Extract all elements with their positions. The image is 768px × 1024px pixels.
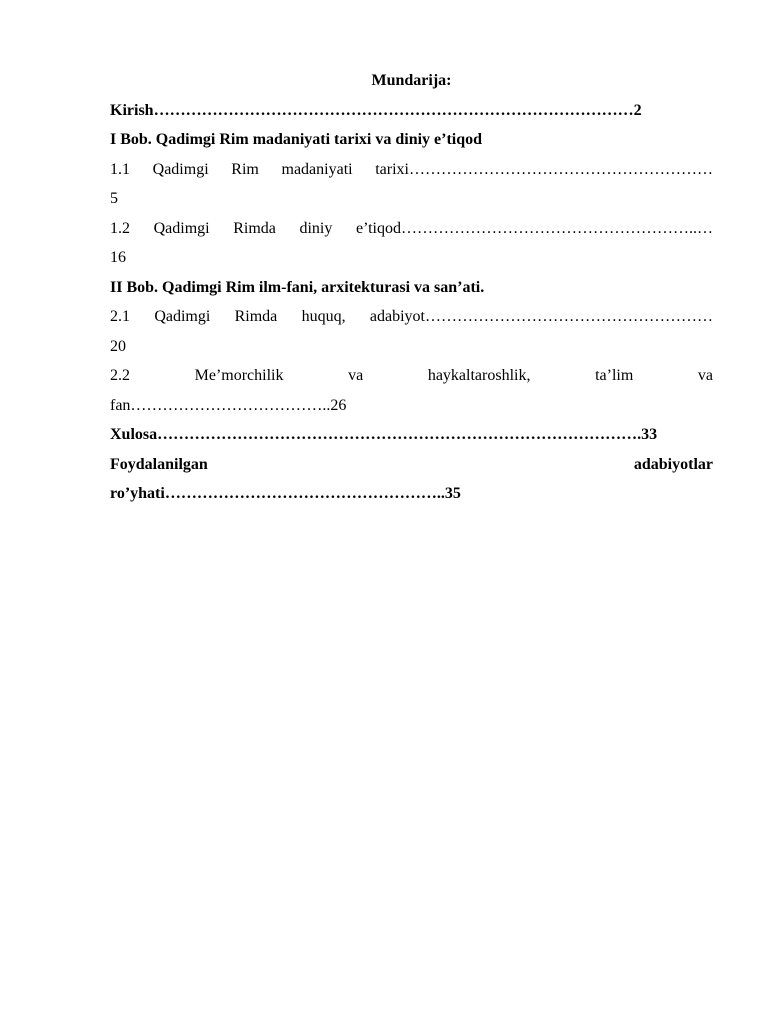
toc-entry-2-2-word: 2.2 [110, 367, 130, 384]
toc-entry-1-1: 1.1 Qadimgi Rim madaniyati tarixi………………………………………………… [110, 160, 713, 178]
toc-entry-references-word: adabiyotlar [633, 455, 713, 473]
toc-entry-2-2 [110, 361, 713, 391]
table-of-contents [110, 66, 713, 509]
toc-entry-1-2: 1.2 Qadimgi Rimda diniy e’tiqod………………………………………………..… [110, 219, 713, 237]
toc-entry-2-1-page: 20 [110, 337, 126, 355]
toc-entry-2-1: 2.1 Qadimgi Rimda huquq, adabiyot……………………………………………… [110, 308, 713, 325]
toc-entry-2-2-word: Me’morchilik [194, 367, 284, 384]
toc-entry-references [110, 450, 713, 480]
toc-chapter-1-heading: I Bob. Qadimgi Rim madaniyati tarixi va diniy e’tiqod [110, 131, 483, 148]
toc-entry-conclusion: Xulosa……………………………………………………………………………….33 [110, 426, 658, 443]
toc-entry-2-2-page: fan………………………………..26 [110, 396, 347, 414]
toc-entry-2-2-word: ta’lim [595, 367, 634, 384]
toc-entry-1-1-page: 5 [110, 190, 118, 207]
toc-entry-references-word: Foydalanilgan [110, 455, 208, 473]
toc-entry-2-2-word: va [348, 367, 364, 384]
toc-title: Mundarija: [371, 72, 452, 89]
toc-chapter-2-heading: II Bob. Qadimgi Rim ilm-fani, arxitekturasi va san’ati. [110, 278, 485, 296]
toc-entry-references-page: ro’yhati……………………………………………..35 [110, 485, 461, 502]
toc-entry-2-2-word: va [697, 367, 713, 384]
toc-entry-intro: Kirish………………………………………………………………………………2 [110, 101, 642, 119]
toc-entry-1-2-page: 16 [110, 249, 126, 266]
toc-entry-2-2-word: haykaltaroshlik, [427, 367, 531, 384]
